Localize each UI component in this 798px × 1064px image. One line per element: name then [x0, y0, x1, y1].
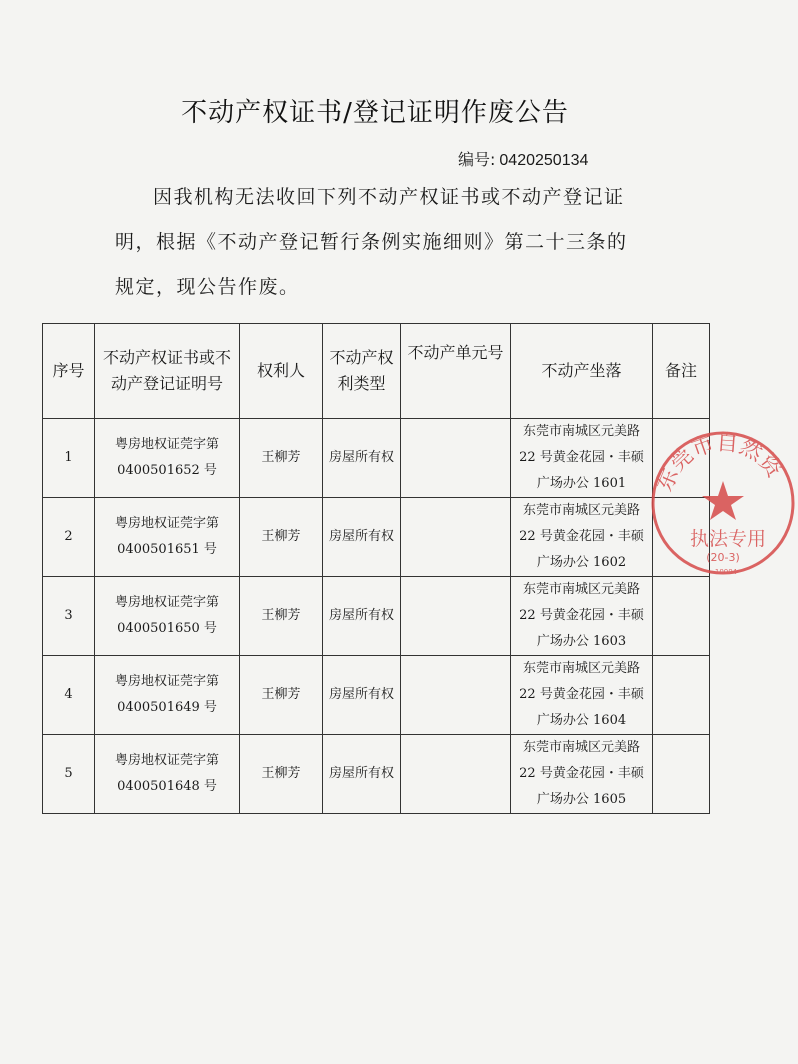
- location-line: 广场办公 1605: [536, 792, 627, 807]
- cell-remarks: [653, 498, 710, 577]
- cell-cert: [95, 656, 240, 735]
- cell-location: [511, 656, 653, 735]
- cell-unit-no: [401, 498, 511, 577]
- cell-seq: 2: [43, 498, 95, 577]
- cell-cert: [95, 577, 240, 656]
- cell-holder: 王柳芳: [240, 498, 323, 577]
- location-line: 广场办公 1603: [536, 634, 627, 649]
- table-row: [43, 656, 710, 735]
- table-header-row: [43, 324, 710, 419]
- table-row: [43, 735, 710, 814]
- cert-line: 0400501651 号: [117, 542, 217, 557]
- cell-right-type: 房屋所有权: [323, 419, 401, 498]
- header-unit-no: 不动产单元号: [401, 324, 511, 419]
- location-line: 东莞市南城区元美路: [522, 424, 640, 439]
- cell-unit-no: [401, 735, 511, 814]
- cell-holder: 王柳芳: [240, 577, 323, 656]
- cert-line: 粤房地权证莞字第: [114, 437, 219, 452]
- location-line: 22 号黄金花园・丰硕: [519, 608, 644, 623]
- cert-line: 0400501650 号: [117, 621, 217, 636]
- cert-line: 粤房地权证莞字第: [114, 674, 219, 689]
- seal-center-text: 执法专用: [689, 528, 767, 550]
- cell-right-type: 房屋所有权: [323, 577, 401, 656]
- location-line: 广场办公 1602: [536, 555, 627, 570]
- cell-location: [511, 498, 653, 577]
- location-line: 东莞市南城区元美路: [522, 661, 640, 676]
- cell-remarks: [653, 735, 710, 814]
- cert-line: 粤房地权证莞字第: [114, 753, 219, 768]
- location-line: 22 号黄金花园・丰硕: [519, 529, 644, 544]
- cell-cert: [95, 419, 240, 498]
- document-number-label: 编号:: [458, 150, 496, 169]
- cell-remarks: [653, 577, 710, 656]
- cell-seq: 3: [43, 577, 95, 656]
- location-line: 东莞市南城区元美路: [522, 582, 640, 597]
- cert-line: 0400501652 号: [117, 463, 217, 478]
- location-line: 22 号黄金花园・丰硕: [519, 450, 644, 465]
- seal-serial: 10004: [714, 568, 738, 576]
- page-title: 不动产权证书/登记证明作废公告: [181, 98, 569, 128]
- cell-seq: 4: [43, 656, 95, 735]
- location-line: 广场办公 1604: [536, 713, 627, 728]
- table-row: [43, 419, 710, 498]
- header-remarks: 备注: [653, 324, 710, 419]
- cell-holder: 王柳芳: [240, 735, 323, 814]
- cell-unit-no: [401, 419, 511, 498]
- header-location: 不动产坐落: [511, 324, 653, 419]
- seal-code: (20-3): [706, 551, 740, 564]
- cell-location: [511, 419, 653, 498]
- cert-line: 0400501649 号: [117, 700, 217, 715]
- cell-cert: [95, 498, 240, 577]
- cell-remarks: [653, 656, 710, 735]
- records-table: [42, 323, 710, 814]
- location-line: 22 号黄金花园・丰硕: [519, 687, 644, 702]
- cell-right-type: 房屋所有权: [323, 656, 401, 735]
- cell-unit-no: [401, 577, 511, 656]
- cell-location: [511, 735, 653, 814]
- header-right-type: 不动产权利类型: [323, 324, 401, 419]
- header-cert: 不动产权证书或不动产登记证明号: [95, 324, 240, 419]
- header-holder: 权利人: [240, 324, 323, 419]
- location-line: 22 号黄金花园・丰硕: [519, 766, 644, 781]
- location-line: 东莞市南城区元美路: [522, 503, 640, 518]
- table-row: [43, 498, 710, 577]
- cell-seq: 1: [43, 419, 95, 498]
- cell-right-type: 房屋所有权: [323, 498, 401, 577]
- cert-line: 粤房地权证莞字第: [114, 516, 219, 531]
- cell-location: [511, 577, 653, 656]
- location-line: 广场办公 1601: [536, 476, 627, 491]
- cell-holder: 王柳芳: [240, 419, 323, 498]
- table-row: [43, 577, 710, 656]
- notice-body: 因我机构无法收回下列不动产权证书或不动产登记证明，根据《不动产登记暂行条例实施细则》第二十三条的规定，现公告作废。: [115, 186, 628, 298]
- document-number: [458, 147, 588, 170]
- cell-remarks: [653, 419, 710, 498]
- cert-line: 0400501648 号: [117, 779, 217, 794]
- cert-line: 粤房地权证莞字第: [114, 595, 219, 610]
- cell-right-type: 房屋所有权: [323, 735, 401, 814]
- cell-unit-no: [401, 656, 511, 735]
- document-number-value: 0420250134: [499, 152, 589, 169]
- seal-arc-text: 东莞市自然资: [652, 430, 787, 496]
- cell-holder: 王柳芳: [240, 656, 323, 735]
- header-seq: 序号: [43, 324, 95, 419]
- cell-seq: 5: [43, 735, 95, 814]
- location-line: 东莞市南城区元美路: [522, 740, 640, 755]
- cell-cert: [95, 735, 240, 814]
